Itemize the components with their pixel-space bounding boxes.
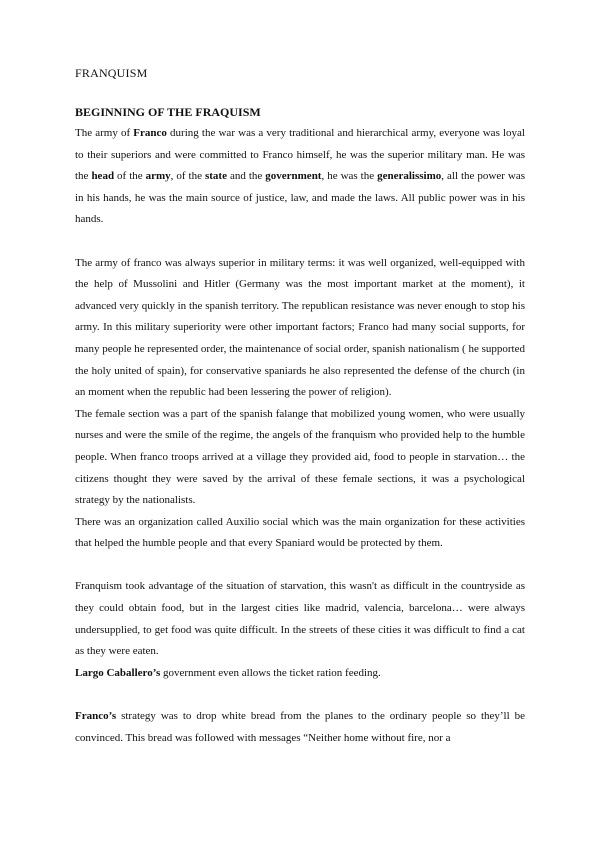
text-run: The female section was a part of the spanish falange that mobilized young women, who were usually nurses and were the smile of the regime, the angels of the franquism who provided help to the humble people. When franco troops arrived at a village they provided aid, food to people in starvation… the citizens thought they were saved by the arrival of these female sections, it was a psychological strategy by the nationalists. — [75, 407, 525, 507]
bold-text-run: state — [204, 170, 227, 183]
paragraph-2 — [75, 253, 525, 404]
paragraph-7 — [75, 706, 525, 749]
paragraph-4 — [75, 512, 525, 555]
text-run: and the — [226, 170, 266, 183]
text-run: There was an organization called Auxilio social which was the main organization for these activities that helped the humble people and that every Spaniard would be protected by them. — [75, 515, 525, 550]
section-heading: BEGINNING OF THE FRAQUISM — [75, 105, 261, 119]
text-run: The army of — [75, 127, 134, 139]
paragraph-5 — [75, 576, 525, 662]
document-title: FRANQUISM — [75, 66, 148, 80]
text-run: during the war was a very traditional and hierarchical army, everyone was loyal to their superiors and were committed to Franco himself, he was the superior military man. He was the — [75, 127, 525, 183]
bold-text-run: government — [265, 170, 322, 183]
bold-text-run: army — [145, 170, 171, 183]
text-run: , of the — [170, 170, 205, 183]
document-body — [75, 123, 525, 749]
text-run: government even allows the ticket ration feeding. — [160, 666, 381, 679]
bold-text-run: Franco — [133, 127, 167, 139]
bold-text-run: generalissimo — [377, 170, 442, 183]
text-run: The army of franco was always superior in military terms: it was well organized, well-equipped with the help of Mussolini and Hitler (Germany was the most important market at the moment), it advanced very quickly in the spanish territory. The republican resistance was never enough to stop his army. In this military superiority were other important factors; Franco had many social supports, for many people he represented order, the maintenance of social order, spanish nationalism ( he supported the holy united of spain), for conservative spaniards he also represented the defense of the church (in an moment when the republic had been lessering the power of religion). — [75, 256, 525, 399]
bold-text-run: head — [91, 170, 115, 183]
paragraph-3 — [75, 404, 525, 512]
bold-text-run: Largo Caballero’s — [75, 666, 161, 679]
text-run: , he was the — [321, 170, 378, 183]
paragraph-6 — [75, 663, 525, 685]
bold-text-run: Franco’s — [75, 710, 117, 723]
text-run: strategy was to drop white bread from the planes to the ordinary people so they’ll be convinced. This bread was followed with messages “Neither home without fire, nor a — [75, 710, 525, 744]
paragraph-1 — [75, 123, 525, 231]
text-run: , all the power was in his hands, he was the main source of justice, law, and made the laws. All public power was in his hands. — [75, 170, 525, 226]
text-run: Franquism took advantage of the situation of starvation, this wasn't as difficult in the countryside as they could obtain food, but in the largest cities like madrid, valencia, barcelona… were always undersupplied, to get food was quite difficult. In the streets of these cities it was difficult to find a cat as they were eaten. — [75, 580, 525, 658]
text-run: of the — [114, 170, 146, 183]
